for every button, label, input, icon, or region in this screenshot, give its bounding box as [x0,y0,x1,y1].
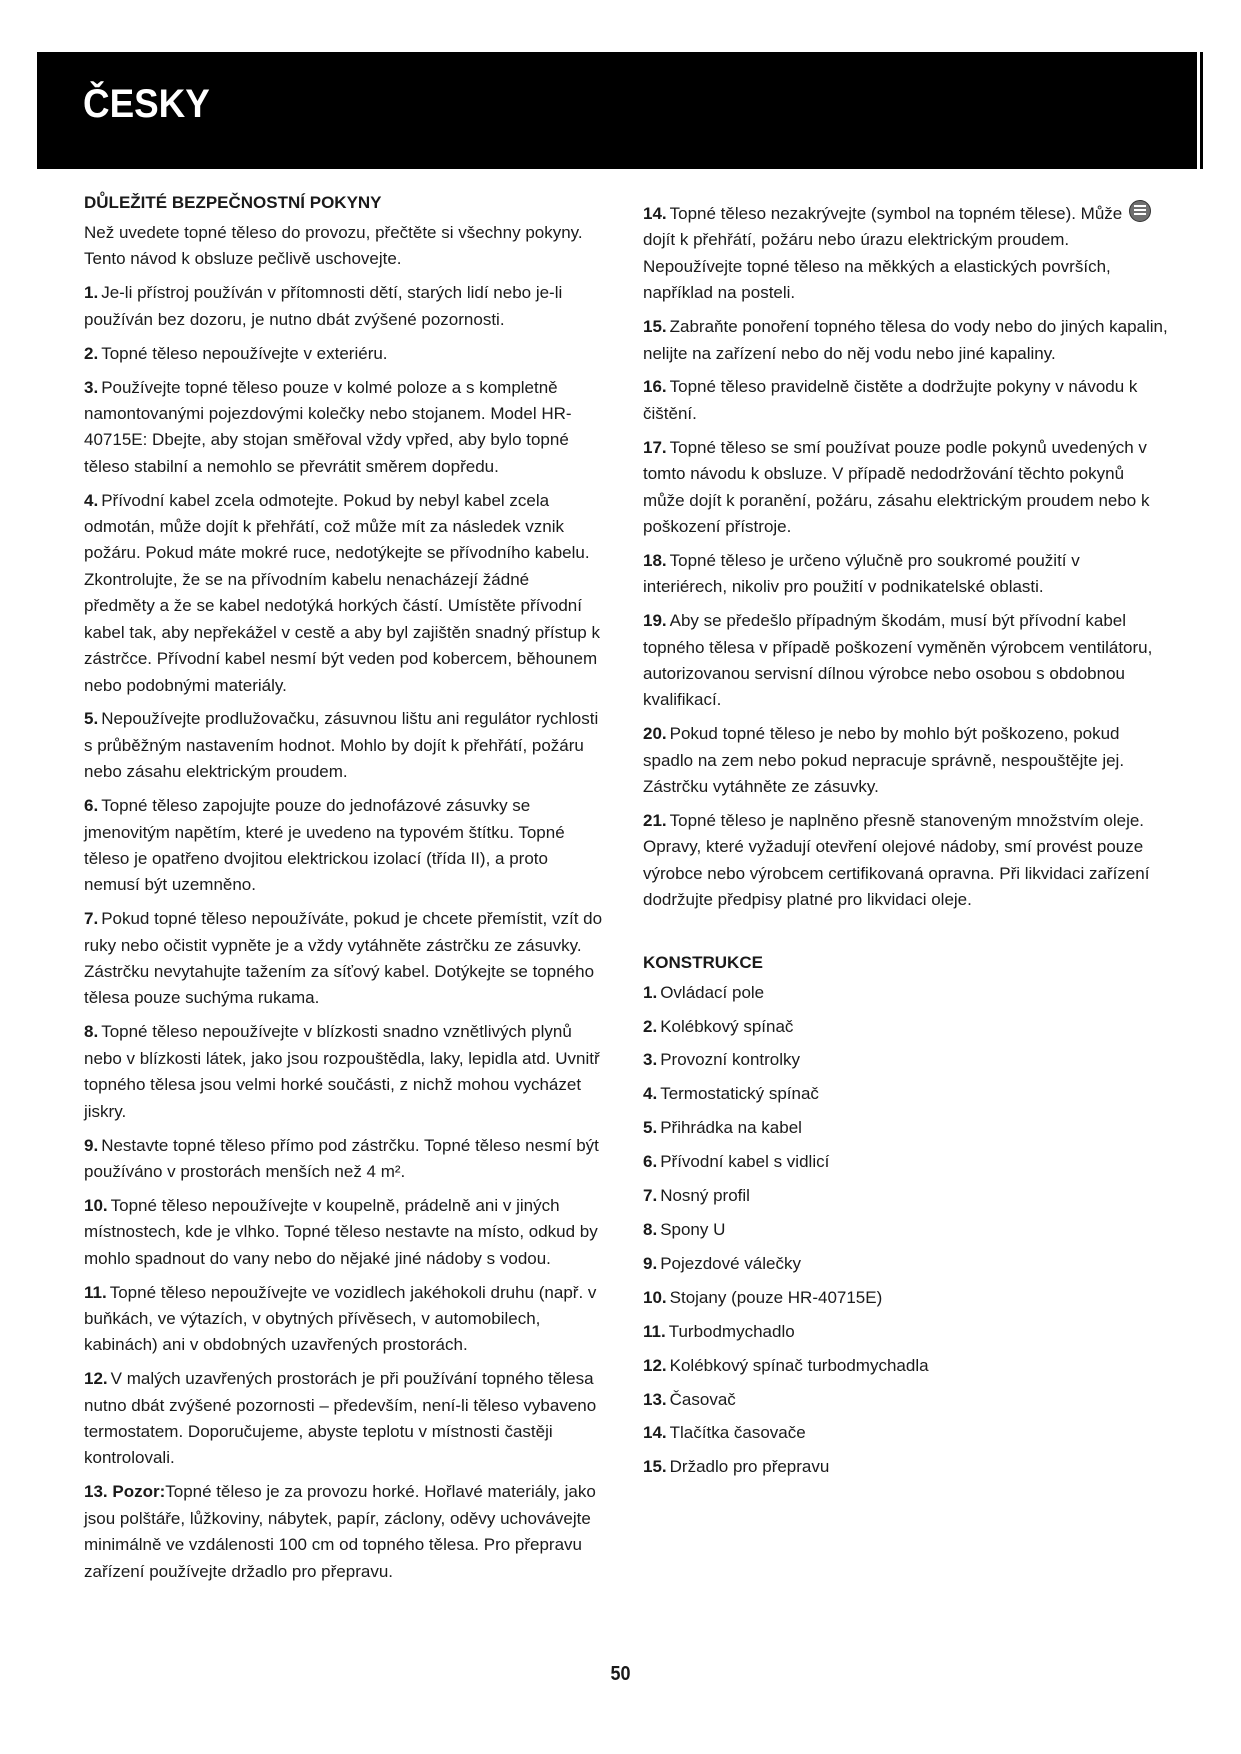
item-text: Držadlo pro přepravu [669,1457,830,1477]
safety-item [84,706,604,785]
item-text-before: Topné těleso nezakrývejte (symbol na topném tělese). Může [669,204,1123,223]
item-number: 2. [643,1016,658,1036]
warning-label: Pozor: [112,1482,166,1502]
item-number: 8. [84,1022,99,1042]
safety-title: DŮLEŽITÉ BEZPEČNOSTNÍ POKYNY [84,193,382,212]
item-text: Spony U [660,1220,726,1239]
construction-item [643,1149,1168,1175]
construction-item [643,1251,1168,1277]
item-number: 1. [84,283,99,303]
item-number: 6. [84,796,99,816]
item-text: Topné těleso zapojujte pouze do jednofázové zásuvky se jmenovitým napětím, které je uvedeno na typovém štítku. Topné těleso je opatřeno dvojitou elektrickou izolací (třída II), a proto nemusí být uzemněno. [84,796,565,895]
item-number: 2. [84,343,99,363]
construction-item [643,1285,1168,1311]
construction-item [643,1353,1168,1379]
safety-item [643,374,1168,427]
item-number: 10. [643,1287,667,1307]
safety-item [643,608,1168,714]
item-number: 4. [643,1084,658,1104]
item-text: Časovač [669,1389,736,1409]
item-number: 19. [643,611,667,631]
item-text: Používejte topné těleso pouze v kolmé poloze a s kompletně namontovanými pojezdovými kolečky nebo stojanem. Model HR-40715E: Dbejte, aby stojan směřoval vždy vpřed, aby bylo topné těleso stabilní a nemohlo se převrátit směrem dopředu. [84,377,572,476]
item-number: 21. [643,811,667,831]
item-number: 20. [643,724,667,744]
construction-item [643,1183,1168,1209]
item-number: 17. [643,437,667,457]
item-number: 14. [643,204,667,223]
construction-item [643,1217,1168,1243]
item-text: Aby se předešlo případným škodám, musí být přívodní kabel topného tělesa v případě poškození vyměněn výrobcem ventilátoru, autorizovanou servisní dílnou výrobce nebo osobou s obdobnou kvalifikací. [643,611,1153,710]
item-text: Pojezdové válečky [660,1253,801,1273]
item-number: 18. [643,550,667,570]
item-text: Nosný profil [660,1186,750,1206]
safety-item [643,548,1168,601]
safety-item [643,721,1168,800]
construction-list [643,980,1168,1481]
item-number: 15. [643,1457,667,1477]
item-text: Zabraňte ponoření topného tělesa do vody nebo do jiných kapalin, nelijte na zařízení nebo do něj vodu nebo jiné kapaliny. [643,317,1168,363]
item-number: 5. [643,1118,658,1138]
item-text: Nepoužívejte prodlužovačku, zásuvnou lištu ani regulátor rychlosti s průběžným nastavením hodnot. Mohlo by dojít k přehřátí, požáru nebo zásahu elektrickým proudem. [84,709,599,782]
item-text: Topné těleso nepoužívejte v koupelně, prádelně ani v jiných místnostech, kde je vlhko. Topné těleso nestavte na místo, odkud by mohlo spadnout do vany nebo do nějaké jiné nádoby s vodou. [84,1195,598,1268]
safety-item [84,1193,604,1272]
right-column [643,200,1168,1488]
safety-item-14 [643,200,1168,307]
page-number: 50 [610,1663,631,1685]
item-text: Tlačítka časovače [669,1423,806,1443]
construction-item [643,1420,1168,1446]
safety-list-left [84,280,604,1472]
item-text-after: dojít k přehřátí, požáru nebo úrazu elektrickým proudem. Nepoužívejte topné těleso na měkkých a elastických površích, například na posteli. [643,230,1111,303]
item-number: 8. [643,1220,658,1239]
item-text: Topné těleso je určeno výlučně pro soukromé použití v interiérech, nikoliv pro použití v podnikatelské oblasti. [643,550,1080,597]
item-number: 16. [643,377,667,397]
item-number: 9. [84,1135,99,1155]
item-text: Kolébkový spínač [660,1016,794,1036]
safety-item [84,793,604,899]
item-number: 15. [643,317,667,337]
item-text: Je-li přístroj používán v přítomnosti dětí, starých lidí nebo je-li používán bez dozoru, je nutno dbát zvýšené pozornosti. [84,283,563,329]
language-title: ČESKY [83,82,210,126]
item-text: Kolébkový spínač turbodmychadla [669,1355,929,1375]
item-text: Topné těleso se smí používat pouze podle pokynů uvedených v tomto návodu k obsluze. V případě nedodržování těchto pokynů může dojít k poranění, požáru, zásahu elektrickým proudem nebo k poškození přístroje. [643,437,1150,536]
item-number: 1. [643,982,658,1002]
safety-item-13 [84,1479,604,1585]
item-number: 6. [643,1152,658,1172]
construction-item [643,1454,1168,1480]
item-text: Turbodmychadlo [668,1321,795,1341]
construction-section [643,950,1168,1481]
item-text: Topné těleso je naplněno přesně stanoveným množstvím oleje. Opravy, které vyžadují otevření olejové nádoby, smí provést pouze výrobce nebo výrobcem certifikovaná opravna. Při likvidaci zařízení dodržujte předpisy platné pro likvidaci oleje. [643,811,1150,910]
construction-item [643,1047,1168,1073]
construction-item [643,1081,1168,1107]
item-text: Provozní kontrolky [660,1050,801,1070]
safety-item [84,1280,604,1359]
item-number: 5. [84,709,99,729]
item-number: 12. [84,1369,108,1389]
safety-item [84,375,604,481]
construction-item [643,1387,1168,1413]
item-text: Termostatický spínač [660,1084,819,1104]
item-text: Přívodní kabel zcela odmotejte. Pokud by nebyl kabel zcela odmotán, může dojít k přehřátí, což může mít za následek vznik požáru. Pokud máte mokré ruce, nedotýkejte se přívodního kabelu. Zkontrolujte, že se na přívodním kabelu nenacházejí žádné předměty a že se kabel nedotýká horkých částí. Umístěte přívodní kabel tak, aby nepřekážel v cestě a aby byl zajištěn snadný přístup k zástrčce. Přívodní kabel nesmí být veden pod kobercem, běhounem nebo podobnými materiály. [84,490,600,695]
construction-item [643,1014,1168,1040]
safety-item [643,435,1168,541]
item-number: 14. [643,1423,667,1443]
safety-item [84,1133,604,1186]
item-text: Nestavte topné těleso přímo pod zástrčku. Topné těleso nesmí být používáno v prostorách menších než 4 m². [84,1135,599,1181]
safety-item [84,280,604,333]
item-number: 12. [643,1355,667,1375]
construction-item [643,980,1168,1006]
header-edge-rule [1200,52,1203,169]
item-text: Topné těleso nepoužívejte ve vozidlech jakéhokoli druhu (např. v buňkách, ve výtazích, v obytných přívěsech, v automobilech, kabinách) ani v obdobných uzavřených prostorách. [84,1282,597,1355]
item-text: Topné těleso je za provozu horké. Hořlavé materiály, jako jsou polštáře, lůžkoviny, nábytek, papír, záclony, oděvy uchovávejte minimálně ve vzdálenosti 100 cm od topného tělesa. Pro přepravu zařízení používejte držadlo pro přepravu. [84,1482,596,1581]
item-text: V malých uzavřených prostorách je při používání topného tělesa nutno dbát zvýšené pozornosti – především, není-li těleso vybaveno termostatem. Doporučujeme, abyste teplotu v místnosti častěji kontrolovali. [84,1369,597,1468]
construction-item [643,1319,1168,1345]
item-number: 13. [643,1389,667,1409]
safety-item [84,341,604,367]
item-number: 7. [643,1186,658,1206]
safety-item [84,906,604,1012]
safety-item [84,488,604,699]
item-number: 4. [84,490,99,510]
construction-title: KONSTRUKCE [643,952,763,972]
safety-item [643,808,1168,914]
safety-item [643,314,1168,367]
safety-item [84,1019,604,1125]
safety-intro: Než uvedete topné těleso do provozu, přečtěte si všechny pokyny. Tento návod k obsluze pečlivě uschovejte. [84,223,583,269]
item-number: 7. [84,909,99,929]
item-number: 3. [84,377,99,397]
item-text: Přívodní kabel s vidlicí [660,1152,830,1172]
item-text: Přihrádka na kabel [660,1118,802,1138]
item-text: Pokud topné těleso nepoužíváte, pokud je chcete přemístit, vzít do ruky nebo očistit vypněte je a vždy vytáhněte zástrčku ze zásuvky. Zástrčku nevytahujte tažením za síťový kabel. Dotýkejte se topného tělesa pouze suchýma rukama. [84,909,603,1008]
item-number: 13. [84,1482,108,1502]
do-not-cover-symbol-icon [1129,200,1151,222]
safety-item [84,1366,604,1472]
item-text: Topné těleso nepoužívejte v exteriéru. [101,343,388,363]
item-number: 11. [643,1321,666,1341]
safety-list-right [643,314,1168,914]
item-text: Topné těleso pravidelně čistěte a dodržujte pokyny v návodu k čištění. [643,377,1138,423]
item-number: 9. [643,1253,658,1273]
item-text: Ovládací pole [660,982,765,1002]
item-number: 11. [84,1282,107,1302]
item-text: Stojany (pouze HR-40715E) [669,1287,883,1307]
item-text: Pokud topné těleso je nebo by mohlo být poškozeno, pokud spadlo na zem nebo pokud nepracuje správně, nespouštějte jej. Zástrčku vytáhněte ze zásuvky. [643,724,1125,797]
language-header [37,52,1197,169]
item-number: 10. [84,1195,108,1215]
left-column [84,190,604,1593]
construction-item [643,1115,1168,1141]
item-text: Topné těleso nepoužívejte v blízkosti snadno vznětlivých plynů nebo v blízkosti látek, jako jsou rozpouštědla, laky, lepidla atd. Uvnitř topného tělesa jsou velmi horké součásti, z nichž mohou vycházet jiskry. [84,1022,600,1121]
item-number: 3. [643,1050,658,1070]
